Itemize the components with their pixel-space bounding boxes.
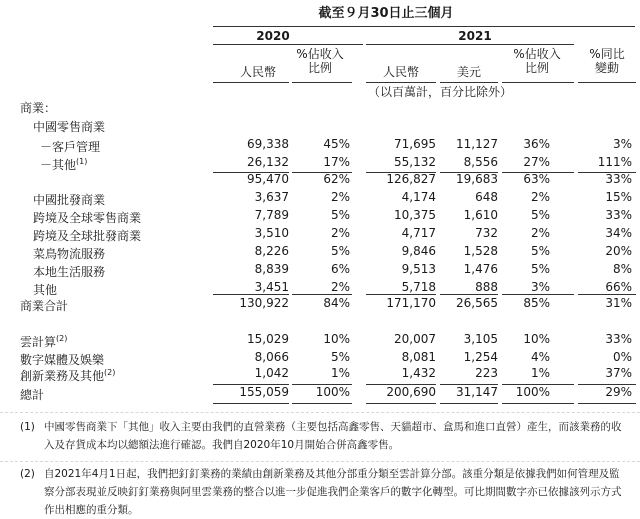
subtotal-rule-pct-2020 xyxy=(292,172,352,173)
commerce-total-rule-rmb-2020 xyxy=(213,294,289,295)
year-2021-rule xyxy=(366,44,574,45)
section-commerce-label: 商業： xyxy=(20,101,57,115)
row-label-text: 菜鳥物流服務 xyxy=(33,247,106,261)
cell-pct-2020: 2% xyxy=(330,280,350,294)
grand-total-double-rule-pct-2021 xyxy=(502,403,574,404)
year-2020-heading: 2020 xyxy=(256,29,290,43)
row-label-text: 雲計算 xyxy=(20,335,57,349)
row-label xyxy=(33,190,105,207)
cell-rmb-2020: 8,066 xyxy=(254,350,289,364)
cell-pct-2021: 10% xyxy=(523,332,550,346)
cell-pct-2020: 100% xyxy=(315,385,350,399)
cell-pct-2021: 5% xyxy=(530,262,550,276)
year-2020-rule xyxy=(213,44,363,45)
row-label xyxy=(33,280,57,297)
cell-yoy: 111% xyxy=(597,155,632,169)
row-label-text: 跨境及全球批發商業 xyxy=(33,229,142,243)
subtotal-rule-rmb-2021 xyxy=(366,172,436,173)
unit-note: （以百萬計，百分比除外） xyxy=(367,85,512,99)
cell-usd-2021: 1,528 xyxy=(463,244,498,258)
row-label-text: 中國批發商業 xyxy=(33,193,106,207)
cell-rmb-2021: 5,718 xyxy=(401,280,436,294)
cell-pct-2020: 5% xyxy=(330,208,350,222)
column-header-yoy: %同比 變動 xyxy=(589,47,625,75)
footnote-1-marker: (1) xyxy=(20,421,35,433)
cell-yoy: 34% xyxy=(605,226,632,240)
cell-usd-2021: 26,565 xyxy=(456,296,498,310)
cell-usd-2021: 31,147 xyxy=(456,385,498,399)
cell-usd-2021: 732 xyxy=(475,226,498,240)
row-label xyxy=(33,226,141,243)
cell-yoy: 0% xyxy=(612,350,632,364)
cell-rmb-2020: 155,059 xyxy=(239,385,289,399)
section-china-retail-label: 中國零售商業 xyxy=(33,120,106,134)
row-label-footnote-marker: (2) xyxy=(56,334,68,343)
cell-yoy: 33% xyxy=(605,172,632,186)
cell-usd-2021: 3,105 xyxy=(463,332,498,346)
cell-pct-2021: 1% xyxy=(530,366,550,380)
cell-rmb-2021: 4,717 xyxy=(401,226,436,240)
row-label-text: 數字媒體及娛樂 xyxy=(20,353,105,367)
column-rule-usd-2021 xyxy=(440,82,498,83)
grand-total-double-rule-yoy xyxy=(578,403,636,404)
grand-total-double-rule-rmb-2021 xyxy=(366,403,436,404)
cell-rmb-2021: 126,827 xyxy=(386,172,436,186)
cell-yoy: 31% xyxy=(605,296,632,310)
column-rule-rmb-2020 xyxy=(213,82,289,83)
row-label-text: 商業合計 xyxy=(20,299,69,313)
footnote-separator-2 xyxy=(0,461,640,462)
cell-rmb-2020: 7,789 xyxy=(254,208,289,222)
grand-total-rule-rmb-2020 xyxy=(213,384,289,385)
footnote-separator xyxy=(0,412,640,413)
grand-total-rule-yoy xyxy=(578,384,636,385)
cell-rmb-2021: 9,513 xyxy=(401,262,436,276)
cell-rmb-2020: 69,338 xyxy=(247,137,289,151)
cell-usd-2021: 8,556 xyxy=(463,155,498,169)
cell-yoy: 37% xyxy=(605,366,632,380)
cell-pct-2021: 2% xyxy=(530,190,550,204)
commerce-total-rule-yoy xyxy=(578,294,636,295)
cell-rmb-2020: 3,451 xyxy=(254,280,289,294)
row-label-footnote-marker: (1) xyxy=(76,157,88,166)
grand-total-rule-rmb-2021 xyxy=(366,384,436,385)
cell-pct-2021: 2% xyxy=(530,226,550,240)
cell-pct-2021: 5% xyxy=(530,244,550,258)
cell-pct-2021: 85% xyxy=(523,296,550,310)
cell-rmb-2021: 171,170 xyxy=(386,296,436,310)
cell-usd-2021: 19,683 xyxy=(456,172,498,186)
cell-pct-2021: 3% xyxy=(530,280,550,294)
cell-yoy: 20% xyxy=(605,244,632,258)
row-label-text: 其他 xyxy=(33,283,58,297)
row-label-text: 跨境及全球零售商業 xyxy=(33,211,142,225)
cell-yoy: 33% xyxy=(605,332,632,346)
cell-yoy: 8% xyxy=(612,262,632,276)
cell-pct-2020: 84% xyxy=(323,296,350,310)
cell-pct-2020: 2% xyxy=(330,226,350,240)
cell-rmb-2020: 3,510 xyxy=(254,226,289,240)
row-label-text: －其他 xyxy=(40,158,77,172)
cell-rmb-2021: 1,432 xyxy=(401,366,436,380)
cell-usd-2021: 648 xyxy=(475,190,498,204)
cell-pct-2020: 1% xyxy=(330,366,350,380)
column-header-rmb-2021: 人民幣 xyxy=(382,65,419,79)
cell-pct-2020: 2% xyxy=(330,190,350,204)
row-label xyxy=(20,385,44,402)
cell-rmb-2021: 4,174 xyxy=(401,190,436,204)
subtotal-rule-pct-2021 xyxy=(502,172,574,173)
cell-usd-2021: 888 xyxy=(475,280,498,294)
footnote-2-marker: (2) xyxy=(20,468,35,480)
cell-rmb-2021: 8,081 xyxy=(401,350,436,364)
column-rule-pct-2020 xyxy=(292,82,352,83)
commerce-total-rule-usd-2021 xyxy=(440,294,498,295)
row-label xyxy=(33,262,105,279)
cell-rmb-2020: 3,637 xyxy=(254,190,289,204)
subtotal-rule-rmb-2020 xyxy=(213,172,289,173)
cell-yoy: 15% xyxy=(605,190,632,204)
cell-rmb-2021: 71,695 xyxy=(394,137,436,151)
cell-rmb-2021: 200,690 xyxy=(386,385,436,399)
column-rule-pct-2021 xyxy=(502,82,574,83)
cell-yoy: 33% xyxy=(605,208,632,222)
cell-usd-2021: 1,476 xyxy=(463,262,498,276)
row-label-text: 本地生活服務 xyxy=(33,265,106,279)
column-rule-yoy xyxy=(578,82,636,83)
cell-pct-2021: 5% xyxy=(530,208,550,222)
cell-yoy: 3% xyxy=(612,137,632,151)
cell-rmb-2021: 20,007 xyxy=(394,332,436,346)
column-header-pct-2020: %佔收入 比例 xyxy=(296,47,344,75)
column-header-rmb-2020: 人民幣 xyxy=(239,65,276,79)
cell-rmb-2021: 9,846 xyxy=(401,244,436,258)
cell-yoy: 29% xyxy=(605,385,632,399)
subtotal-rule-usd-2021 xyxy=(440,172,498,173)
commerce-total-rule-pct-2021 xyxy=(502,294,574,295)
grand-total-rule-usd-2021 xyxy=(440,384,498,385)
cell-pct-2020: 45% xyxy=(323,137,350,151)
row-label xyxy=(33,208,141,225)
grand-total-double-rule-usd-2021 xyxy=(440,403,498,404)
cell-pct-2020: 5% xyxy=(330,244,350,258)
row-label xyxy=(40,137,100,154)
column-header-pct-2021: %佔收入 比例 xyxy=(513,47,561,75)
row-label-text: 創新業務及其他 xyxy=(20,369,105,383)
cell-rmb-2021: 55,132 xyxy=(394,155,436,169)
commerce-total-rule-pct-2020 xyxy=(292,294,352,295)
cell-rmb-2020: 8,226 xyxy=(254,244,289,258)
row-label xyxy=(20,366,115,383)
cell-rmb-2020: 15,029 xyxy=(247,332,289,346)
period-title: 截至９月30日止三個月 xyxy=(318,6,454,21)
cell-pct-2021: 27% xyxy=(523,155,550,169)
cell-yoy: 66% xyxy=(605,280,632,294)
footnote-1-text: 中國零售商業下「其他」收入主要由我們的直營業務（主要包括高鑫零售、天貓超市、盒馬和進口直營）產生，而該業務的收入及存貨成本均以總額法進行確認。我們自2020年10月開始合併高鑫零售。 xyxy=(44,421,622,451)
period-title-rule xyxy=(213,26,635,27)
cell-usd-2021: 1,254 xyxy=(463,350,498,364)
cell-pct-2020: 6% xyxy=(330,262,350,276)
column-rule-rmb-2021 xyxy=(366,82,436,83)
grand-total-rule-pct-2021 xyxy=(502,384,574,385)
cell-rmb-2020: 1,042 xyxy=(254,366,289,380)
row-label xyxy=(33,244,105,261)
cell-usd-2021: 223 xyxy=(475,366,498,380)
row-label-text: 總計 xyxy=(20,388,45,402)
row-label-footnote-marker: (2) xyxy=(104,368,116,377)
cell-rmb-2020: 130,922 xyxy=(239,296,289,310)
grand-total-rule-pct-2020 xyxy=(292,384,352,385)
cell-pct-2020: 17% xyxy=(323,155,350,169)
row-label xyxy=(20,296,68,313)
row-label xyxy=(20,350,104,367)
cell-pct-2020: 10% xyxy=(323,332,350,346)
cell-pct-2021: 36% xyxy=(523,137,550,151)
column-header-usd-2021: 美元 xyxy=(456,65,481,79)
subtotal-rule-yoy xyxy=(578,172,636,173)
cell-pct-2020: 5% xyxy=(330,350,350,364)
cell-rmb-2021: 10,375 xyxy=(394,208,436,222)
cell-rmb-2020: 8,839 xyxy=(254,262,289,276)
cell-pct-2021: 63% xyxy=(523,172,550,186)
cell-pct-2020: 62% xyxy=(323,172,350,186)
cell-pct-2021: 100% xyxy=(515,385,550,399)
footnote-2-text: 自2021年4月1日起，我們把釘釘業務的業績由創新業務及其他分部重分類至雲計算分部。該重分類是依據我們如何管理及監察分部表現並反映釘釘業務與阿里雲業務的整合以進一步促進我們企業客戶的數字化轉型。可比期間數字亦已依據該列示方式作出相應的重分類。 xyxy=(44,468,622,516)
cell-usd-2021: 1,610 xyxy=(463,208,498,222)
grand-total-double-rule-pct-2020 xyxy=(292,403,352,404)
row-label-text: －客戶管理 xyxy=(40,140,101,154)
row-label xyxy=(40,155,87,172)
year-2021-heading: 2021 xyxy=(458,29,492,43)
grand-total-double-rule-rmb-2020 xyxy=(213,403,289,404)
cell-pct-2021: 4% xyxy=(530,350,550,364)
cell-rmb-2020: 26,132 xyxy=(247,155,289,169)
row-label xyxy=(20,332,67,349)
commerce-total-rule-rmb-2021 xyxy=(366,294,436,295)
cell-rmb-2020: 95,470 xyxy=(247,172,289,186)
cell-usd-2021: 11,127 xyxy=(456,137,498,151)
